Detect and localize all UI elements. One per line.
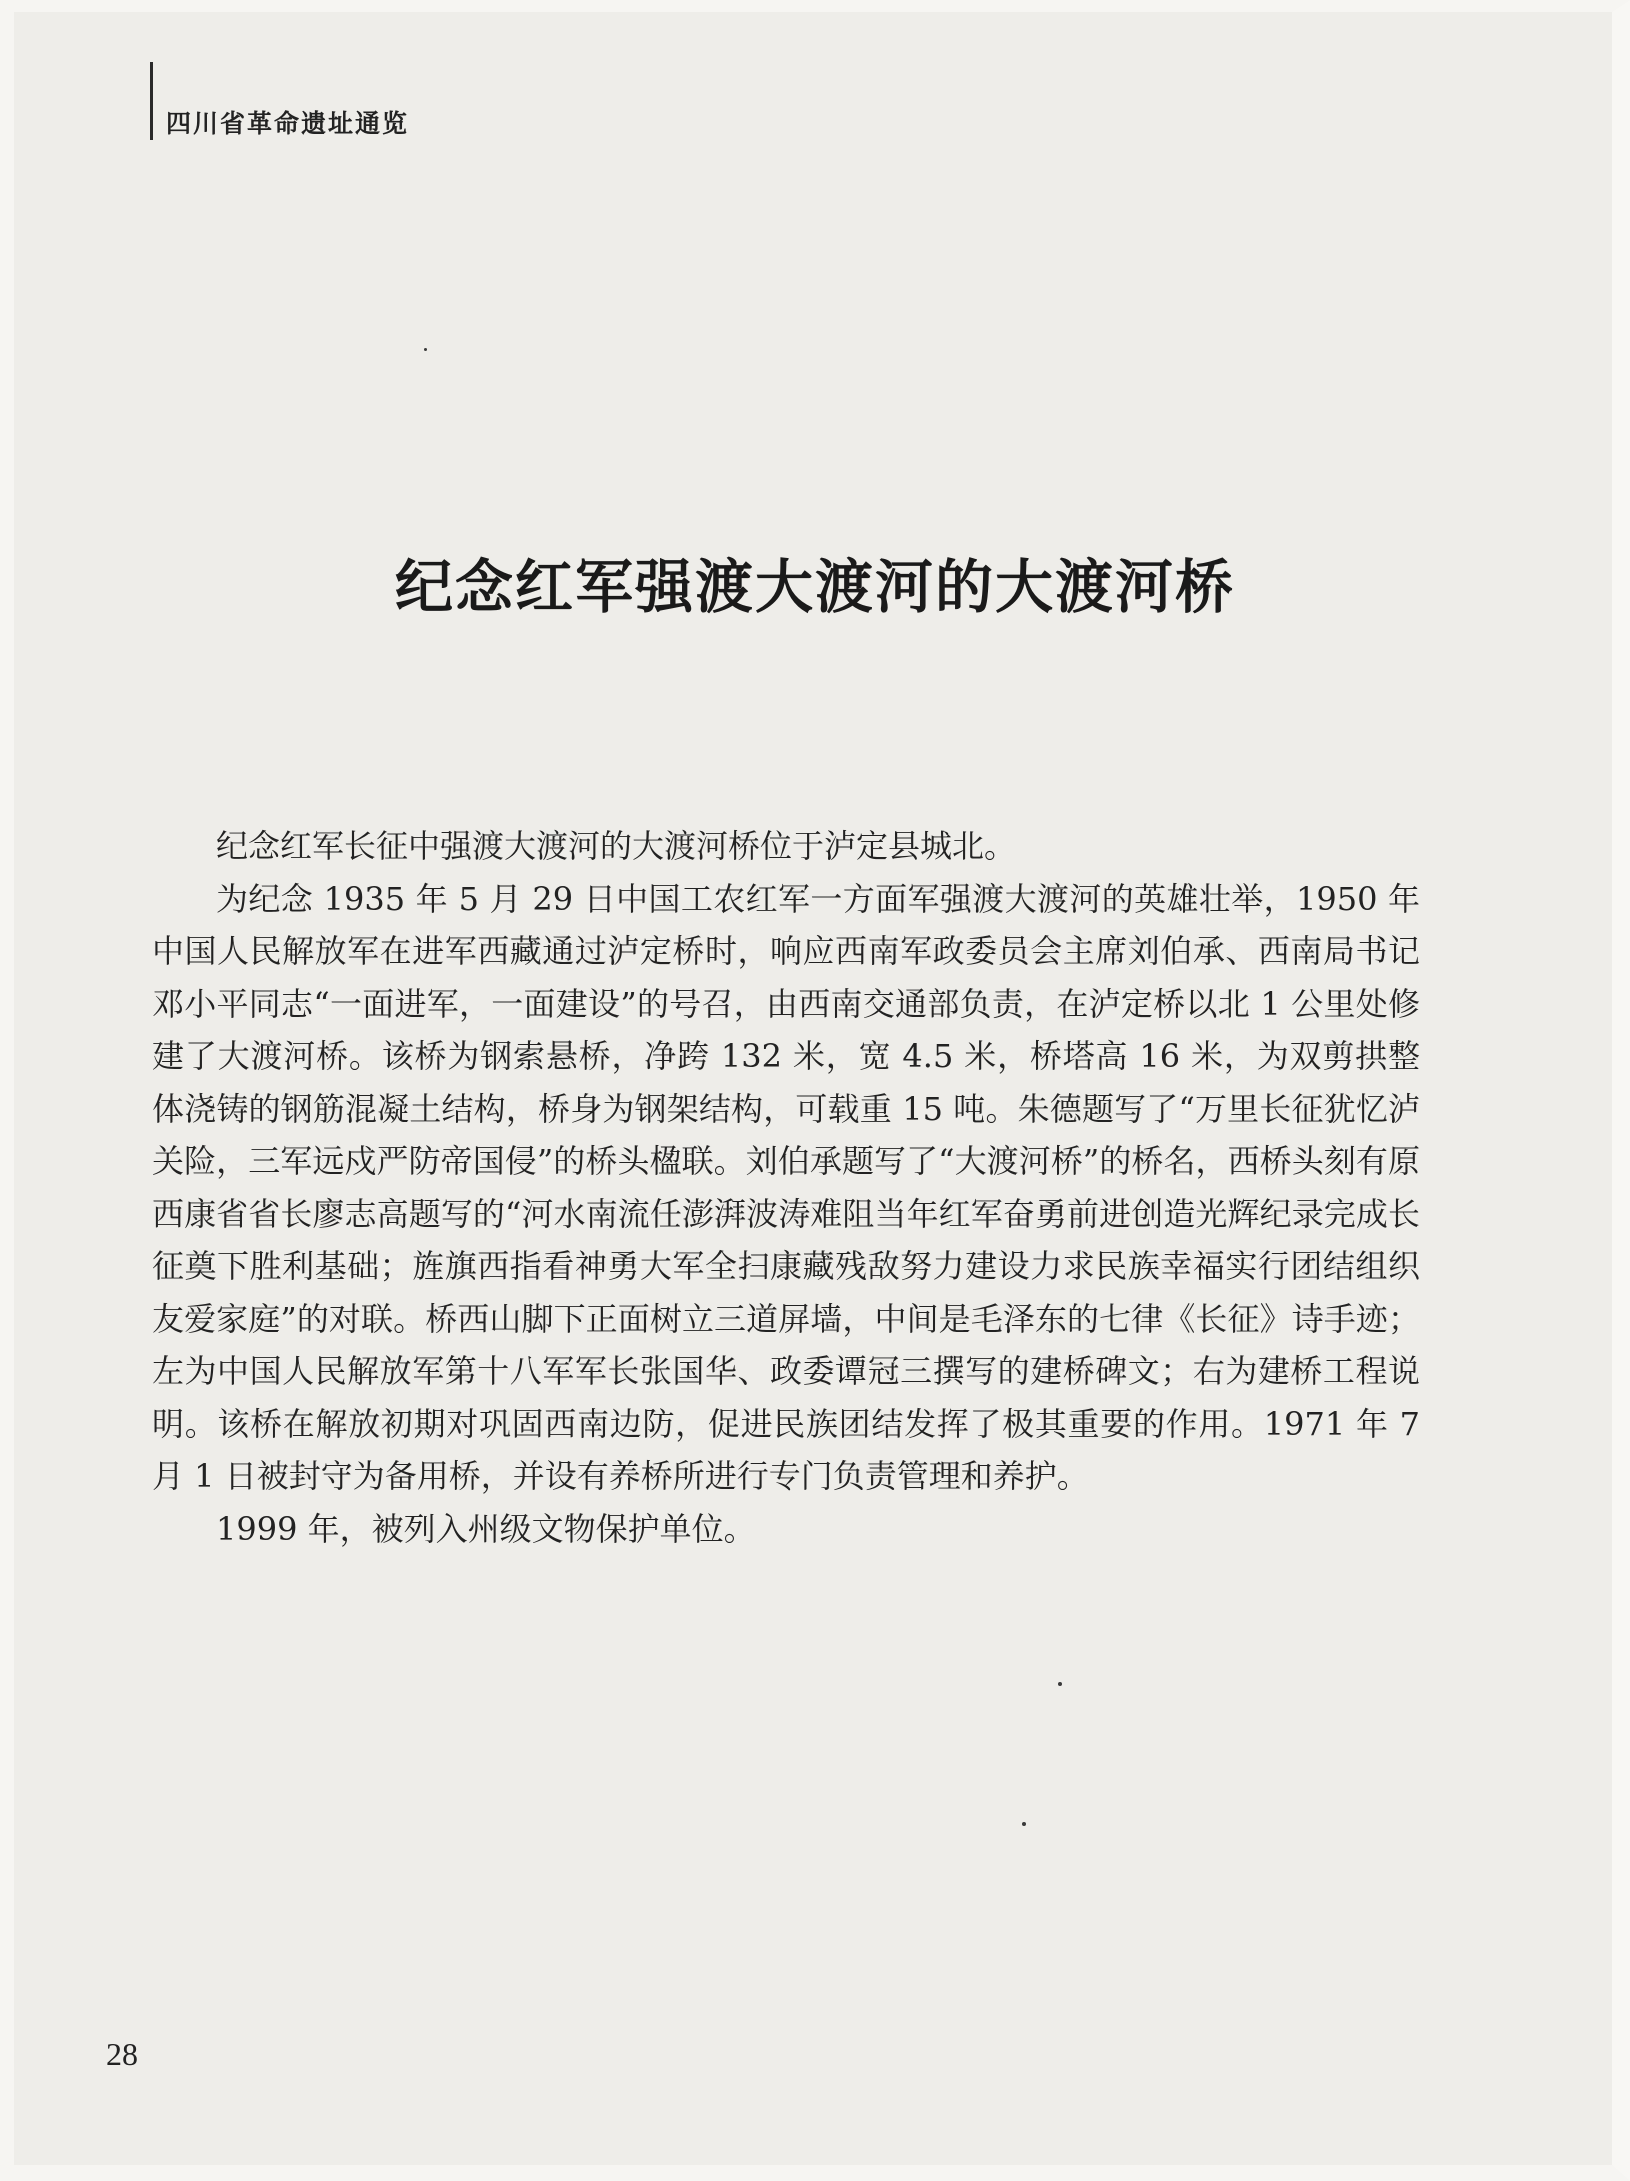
paper-speck xyxy=(1058,1682,1062,1686)
page-number: 28 xyxy=(106,2036,138,2072)
paragraph-3: 1999 年，被列入州级文物保护单位。 xyxy=(216,1509,756,1548)
paper-speck xyxy=(424,348,427,351)
paragraph-2: 为纪念 1935 年 5 月 29 日中国工农红军一方面军强渡大渡河的英雄壮举，1950 年中国人民解放军在进军西藏通过泸定桥时，响应西南军政委员会主席刘伯承、西南局书记邓小平同志“一面进军，一面建设”的号召，由西南交通部负责，在泸定桥以北 1 公里处修建了大渡河桥。该桥为钢索悬桥，净跨 132 米，宽 4.5 米，桥塔高 16 米，为双剪拱整体浇铸的钢筋混凝土结构，桥身为钢架结构，可载重 15 吨。朱德题写了“万里长征犹忆泸关险，三军远戍严防帝国侵”的桥头楹联。刘伯承题写了“大渡河桥”的桥名，西桥头刻有原西康省省长廖志高题写的“河水南流任澎湃波涛难阻当年红军奋勇前进创造光辉纪录完成长征奠下胜利基础；旌旗西指看神勇大军全扫康藏残敌努力建设力求民族幸福实行团结组织友爱家庭”的对联。桥西山脚下正面树立三道屏墙，中间是毛泽东的七律《长征》诗手迹；左为中国人民解放军第十八军军长张国华、政委谭冠三撰写的建桥碑文；右为建桥工程说明。该桥在解放初期对巩固西南边防，促进民族团结发挥了极其重要的作用。1971 年 7 月 1 日被封守为备用桥，并设有养桥所进行专门负责管理和养护。 xyxy=(152,879,1420,1495)
paper-speck xyxy=(1022,1822,1026,1826)
article-title: 纪念红军强渡大渡河的大渡河桥 xyxy=(394,553,1235,621)
running-header: 四川省革命遗址通览 xyxy=(166,109,410,138)
header-rule xyxy=(150,62,153,140)
paragraph-1: 纪念红军长征中强渡大渡河的大渡河桥位于泸定县城北。 xyxy=(216,827,1017,865)
article-body xyxy=(152,820,1420,1555)
